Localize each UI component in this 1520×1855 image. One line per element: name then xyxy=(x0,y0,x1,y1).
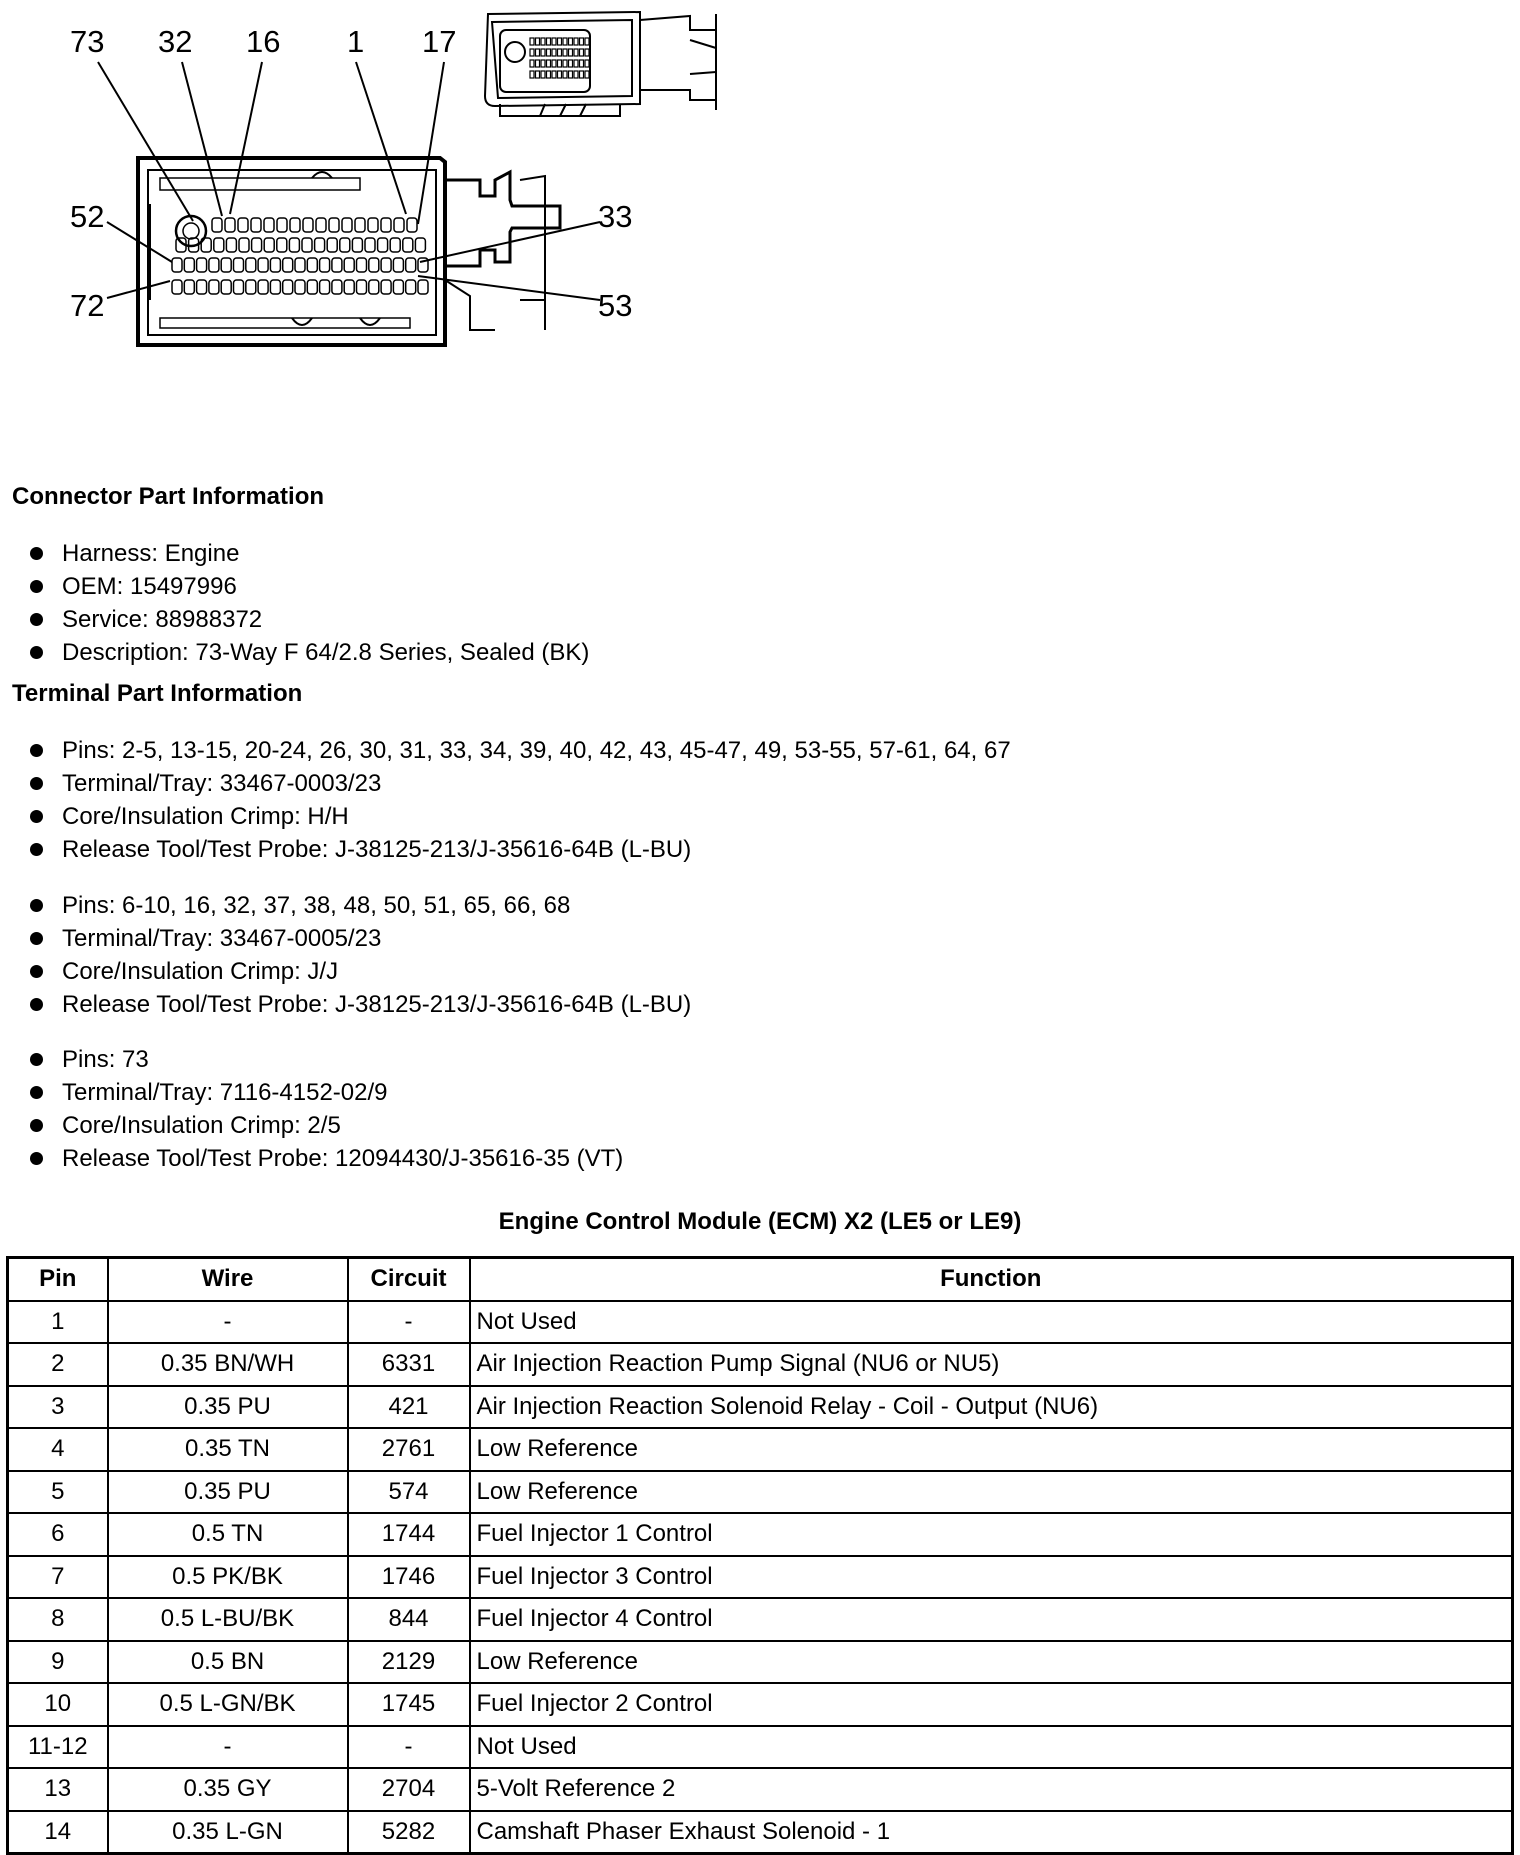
pin-cavity xyxy=(585,38,589,45)
pin-cavity xyxy=(569,49,573,56)
pin-cavity xyxy=(552,60,556,67)
pin-cavity xyxy=(246,258,256,272)
table-row xyxy=(8,1811,1513,1854)
cell-function: Air Injection Reaction Solenoid Relay - Coil - Output (NU6) xyxy=(470,1386,1513,1429)
pin-cavity xyxy=(569,38,573,45)
cell-circuit: 1744 xyxy=(348,1513,470,1556)
pin-cavity xyxy=(552,49,556,56)
table-row xyxy=(8,1556,1513,1599)
cell-circuit: 5282 xyxy=(348,1811,470,1854)
pin-cavity xyxy=(289,238,299,252)
cell-function: Not Used xyxy=(470,1726,1513,1769)
pin-cavity xyxy=(315,238,325,252)
pin-cavity xyxy=(563,60,567,67)
list-item: Harness: Engine xyxy=(30,537,589,570)
list-item: Service: 88988372 xyxy=(30,603,589,636)
terminal-group-1 xyxy=(30,734,1011,866)
list-item: Terminal/Tray: 33467-0005/23 xyxy=(30,922,691,955)
list-item: Pins: 6-10, 16, 32, 37, 38, 48, 50, 51, 65, 66, 68 xyxy=(30,889,691,922)
pin-cavity xyxy=(403,238,413,252)
pin-cavity xyxy=(320,280,330,294)
list-item: Terminal/Tray: 7116-4152-02/9 xyxy=(30,1076,623,1109)
cell-wire: 0.5 L-BU/BK xyxy=(108,1598,348,1641)
pin-cavity xyxy=(258,280,268,294)
pin-cavity xyxy=(536,60,540,67)
pin-cavity xyxy=(574,60,578,67)
table-row xyxy=(8,1301,1513,1344)
table-row xyxy=(8,1513,1513,1556)
connector-info-title: Connector Part Information xyxy=(12,483,325,510)
pin-cavity xyxy=(558,71,562,78)
cell-function: Fuel Injector 4 Control xyxy=(470,1598,1513,1641)
pin-cavity xyxy=(574,49,578,56)
cell-function: Air Injection Reaction Pump Signal (NU6 or NU5) xyxy=(470,1343,1513,1386)
pin-cavity xyxy=(390,238,400,252)
pin-cavity xyxy=(329,218,339,232)
pin-cavity xyxy=(541,60,545,67)
pin-cavity xyxy=(264,218,274,232)
pin-cavity xyxy=(547,49,551,56)
pin-label-73: 73 xyxy=(70,24,105,59)
cell-circuit: 2129 xyxy=(348,1641,470,1684)
pin-cavity xyxy=(381,280,391,294)
list-item: Pins: 2-5, 13-15, 20-24, 26, 30, 31, 33, 34, 39, 40, 42, 43, 45-47, 49, 53-55, 57-61, 64, 67 xyxy=(30,734,1011,767)
pin-cavity xyxy=(563,49,567,56)
terminal-group-3 xyxy=(30,1043,623,1175)
cell-wire: 0.35 L-GN xyxy=(108,1811,348,1854)
pin-cavity xyxy=(214,238,224,252)
pin-cavity xyxy=(547,60,551,67)
pin-cavity xyxy=(369,258,379,272)
cell-circuit: 421 xyxy=(348,1386,470,1429)
pin-cavity xyxy=(238,218,248,232)
pin-cavity xyxy=(558,60,562,67)
pin-cavity xyxy=(277,238,287,252)
pin-cavity xyxy=(547,71,551,78)
cell-pin: 6 xyxy=(8,1513,108,1556)
pin-cavity xyxy=(381,258,391,272)
table-row xyxy=(8,1343,1513,1386)
cell-pin: 5 xyxy=(8,1471,108,1514)
connector-face-pins xyxy=(172,218,428,294)
pin-cavity xyxy=(563,38,567,45)
pin-label-16: 16 xyxy=(246,24,281,59)
pin-cavity xyxy=(393,280,403,294)
connector-diagram xyxy=(0,0,760,370)
list-item: Terminal/Tray: 33467-0003/23 xyxy=(30,767,1011,800)
cell-circuit: 2761 xyxy=(348,1428,470,1471)
table-row xyxy=(8,1598,1513,1641)
list-item: Description: 73-Way F 64/2.8 Series, Sealed (BK) xyxy=(30,636,589,669)
connector-info-list xyxy=(30,537,589,669)
terminal-info-title: Terminal Part Information xyxy=(12,680,303,707)
cell-function: Fuel Injector 2 Control xyxy=(470,1683,1513,1726)
pin-cavity xyxy=(418,280,428,294)
pin-cavity xyxy=(184,258,194,272)
table-row xyxy=(8,1471,1513,1514)
cell-function: Camshaft Phaser Exhaust Solenoid - 1 xyxy=(470,1811,1513,1854)
pin-cavity xyxy=(357,258,367,272)
pin-cavity xyxy=(536,38,540,45)
pin-cavity xyxy=(295,258,305,272)
pin-cavity xyxy=(585,49,589,56)
pin-label-17: 17 xyxy=(422,24,457,59)
pin-cavity xyxy=(316,218,326,232)
table-row xyxy=(8,1768,1513,1811)
cell-function: Low Reference xyxy=(470,1471,1513,1514)
cell-wire: 0.35 PU xyxy=(108,1471,348,1514)
cell-pin: 1 xyxy=(8,1301,108,1344)
pin-label-32: 32 xyxy=(158,24,193,59)
cell-wire: 0.5 PK/BK xyxy=(108,1556,348,1599)
pin-label-33: 33 xyxy=(598,199,633,234)
pin-cavity xyxy=(530,71,534,78)
cell-function: Not Used xyxy=(470,1301,1513,1344)
pin-cavity xyxy=(344,258,354,272)
pin-label-1: 1 xyxy=(347,24,365,59)
pin-cavity xyxy=(234,258,244,272)
cell-wire: 0.5 BN xyxy=(108,1641,348,1684)
pin-cavity xyxy=(320,258,330,272)
pin-cavity xyxy=(251,218,261,232)
pin-cavity xyxy=(569,60,573,67)
cell-pin: 4 xyxy=(8,1428,108,1471)
cell-pin: 8 xyxy=(8,1598,108,1641)
cell-circuit: 6331 xyxy=(348,1343,470,1386)
pin-cavity xyxy=(394,218,404,232)
pin-cavity xyxy=(172,280,182,294)
pin-cavity xyxy=(541,38,545,45)
cell-pin: 2 xyxy=(8,1343,108,1386)
list-item: Release Tool/Test Probe: 12094430/J-35616-35 (VT) xyxy=(30,1142,623,1175)
pin-cavity xyxy=(226,238,236,252)
pin-cavity xyxy=(295,280,305,294)
cell-wire: 0.5 TN xyxy=(108,1513,348,1556)
cell-function: Fuel Injector 3 Control xyxy=(470,1556,1513,1599)
pin-cavity xyxy=(530,38,534,45)
pin-cavity xyxy=(530,49,534,56)
pin-cavity xyxy=(536,49,540,56)
list-item: Core/Insulation Crimp: J/J xyxy=(30,955,691,988)
cell-function: Fuel Injector 1 Control xyxy=(470,1513,1513,1556)
cell-pin: 13 xyxy=(8,1768,108,1811)
pin-cavity xyxy=(569,71,573,78)
cell-wire: - xyxy=(108,1726,348,1769)
pin-cavity xyxy=(277,218,287,232)
cell-wire: 0.5 L-GN/BK xyxy=(108,1683,348,1726)
pin-cavity xyxy=(234,280,244,294)
header-function: Function xyxy=(470,1258,1513,1301)
pin-cavity xyxy=(580,60,584,67)
pin-cavity xyxy=(355,218,365,232)
pin-cavity xyxy=(536,71,540,78)
cell-wire: 0.35 BN/WH xyxy=(108,1343,348,1386)
pin-cavity xyxy=(406,258,416,272)
list-item: Core/Insulation Crimp: H/H xyxy=(30,800,1011,833)
pin-cavity xyxy=(332,258,342,272)
pin-cavity xyxy=(541,49,545,56)
pin-cavity xyxy=(270,280,280,294)
pin-cavity xyxy=(552,71,556,78)
pin-cavity xyxy=(342,218,352,232)
cell-pin: 7 xyxy=(8,1556,108,1599)
pin-cavity xyxy=(352,238,362,252)
pin-label-53: 53 xyxy=(598,288,633,323)
pin-cavity xyxy=(407,218,417,232)
pin-cavity xyxy=(221,258,231,272)
terminal-group-2 xyxy=(30,889,691,1021)
pin-cavity xyxy=(258,258,268,272)
table-row xyxy=(8,1683,1513,1726)
pin-cavity xyxy=(415,238,425,252)
pin-cavity xyxy=(365,238,375,252)
pin-cavity xyxy=(307,258,317,272)
list-item: OEM: 15497996 xyxy=(30,570,589,603)
pin-label-72: 72 xyxy=(70,288,105,323)
pin-cavity xyxy=(369,280,379,294)
pin-cavity xyxy=(563,71,567,78)
pin-cavity xyxy=(574,38,578,45)
cell-circuit: 1746 xyxy=(348,1556,470,1599)
pin-cavity xyxy=(184,280,194,294)
pin-cavity xyxy=(221,280,231,294)
cell-wire: 0.35 GY xyxy=(108,1768,348,1811)
connector-isometric-view xyxy=(485,12,716,116)
cell-pin: 10 xyxy=(8,1683,108,1726)
pin-cavity xyxy=(283,280,293,294)
pin-cavity xyxy=(283,258,293,272)
pin-cavity xyxy=(381,218,391,232)
pin-cavity xyxy=(344,280,354,294)
pin-cavity xyxy=(558,49,562,56)
pin-cavity xyxy=(558,38,562,45)
pin-cavity xyxy=(378,238,388,252)
pin-cavity xyxy=(212,218,222,232)
table-row xyxy=(8,1726,1513,1769)
pin-cavity xyxy=(585,60,589,67)
pin-cavity xyxy=(302,238,312,252)
table-header-row xyxy=(8,1258,1513,1301)
cell-wire: - xyxy=(108,1301,348,1344)
pin-cavity xyxy=(530,60,534,67)
list-item: Release Tool/Test Probe: J-38125-213/J-35616-64B (L-BU) xyxy=(30,988,691,1021)
cell-function: 5-Volt Reference 2 xyxy=(470,1768,1513,1811)
table-row xyxy=(8,1386,1513,1429)
pinout-table xyxy=(6,1256,1514,1855)
pin-cavity xyxy=(246,280,256,294)
list-item: Core/Insulation Crimp: 2/5 xyxy=(30,1109,623,1142)
cell-wire: 0.35 PU xyxy=(108,1386,348,1429)
cell-circuit: - xyxy=(348,1726,470,1769)
pin-cavity xyxy=(406,280,416,294)
table-title: Engine Control Module (ECM) X2 (LE5 or LE9) xyxy=(498,1208,1022,1235)
pin-cavity xyxy=(197,258,207,272)
pin-cavity xyxy=(209,258,219,272)
pin-cavity xyxy=(197,280,207,294)
cell-pin: 3 xyxy=(8,1386,108,1429)
cell-function: Low Reference xyxy=(470,1641,1513,1684)
pin-cavity xyxy=(393,258,403,272)
pin-label-52: 52 xyxy=(70,199,105,234)
cell-pin: 14 xyxy=(8,1811,108,1854)
pin-cavity xyxy=(252,238,262,252)
pin-cavity xyxy=(547,38,551,45)
table-row xyxy=(8,1428,1513,1471)
pin-cavity xyxy=(585,71,589,78)
pin-cavity xyxy=(303,218,313,232)
pin-cavity xyxy=(541,71,545,78)
pin-cavity xyxy=(209,280,219,294)
pin-cavity xyxy=(264,238,274,252)
header-circuit: Circuit xyxy=(348,1258,470,1301)
header-pin: Pin xyxy=(8,1258,108,1301)
cell-function: Low Reference xyxy=(470,1428,1513,1471)
pin-cavity xyxy=(239,238,249,252)
cell-wire: 0.35 TN xyxy=(108,1428,348,1471)
cell-circuit: - xyxy=(348,1301,470,1344)
cell-pin: 11-12 xyxy=(8,1726,108,1769)
pin-cavity xyxy=(327,238,337,252)
list-item: Pins: 73 xyxy=(30,1043,623,1076)
pin-cavity xyxy=(270,258,280,272)
cell-pin: 9 xyxy=(8,1641,108,1684)
cell-circuit: 574 xyxy=(348,1471,470,1514)
pin-cavity xyxy=(580,49,584,56)
list-item: Release Tool/Test Probe: J-38125-213/J-35616-64B (L-BU) xyxy=(30,833,1011,866)
cell-circuit: 1745 xyxy=(348,1683,470,1726)
pin-cavity xyxy=(332,280,342,294)
pin-cavity xyxy=(357,280,367,294)
pin-cavity xyxy=(574,71,578,78)
pin-cavity xyxy=(368,218,378,232)
pin-cavity xyxy=(580,38,584,45)
table-row xyxy=(8,1641,1513,1684)
pin-cavity xyxy=(290,218,300,232)
cell-circuit: 844 xyxy=(348,1598,470,1641)
cell-circuit: 2704 xyxy=(348,1768,470,1811)
header-wire: Wire xyxy=(108,1258,348,1301)
connector-isometric-pins xyxy=(530,38,589,78)
pin-cavity xyxy=(580,71,584,78)
pin-cavity xyxy=(340,238,350,252)
pin-cavity xyxy=(552,38,556,45)
pin-cavity xyxy=(172,258,182,272)
pin-cavity xyxy=(225,218,235,232)
pin-cavity xyxy=(307,280,317,294)
